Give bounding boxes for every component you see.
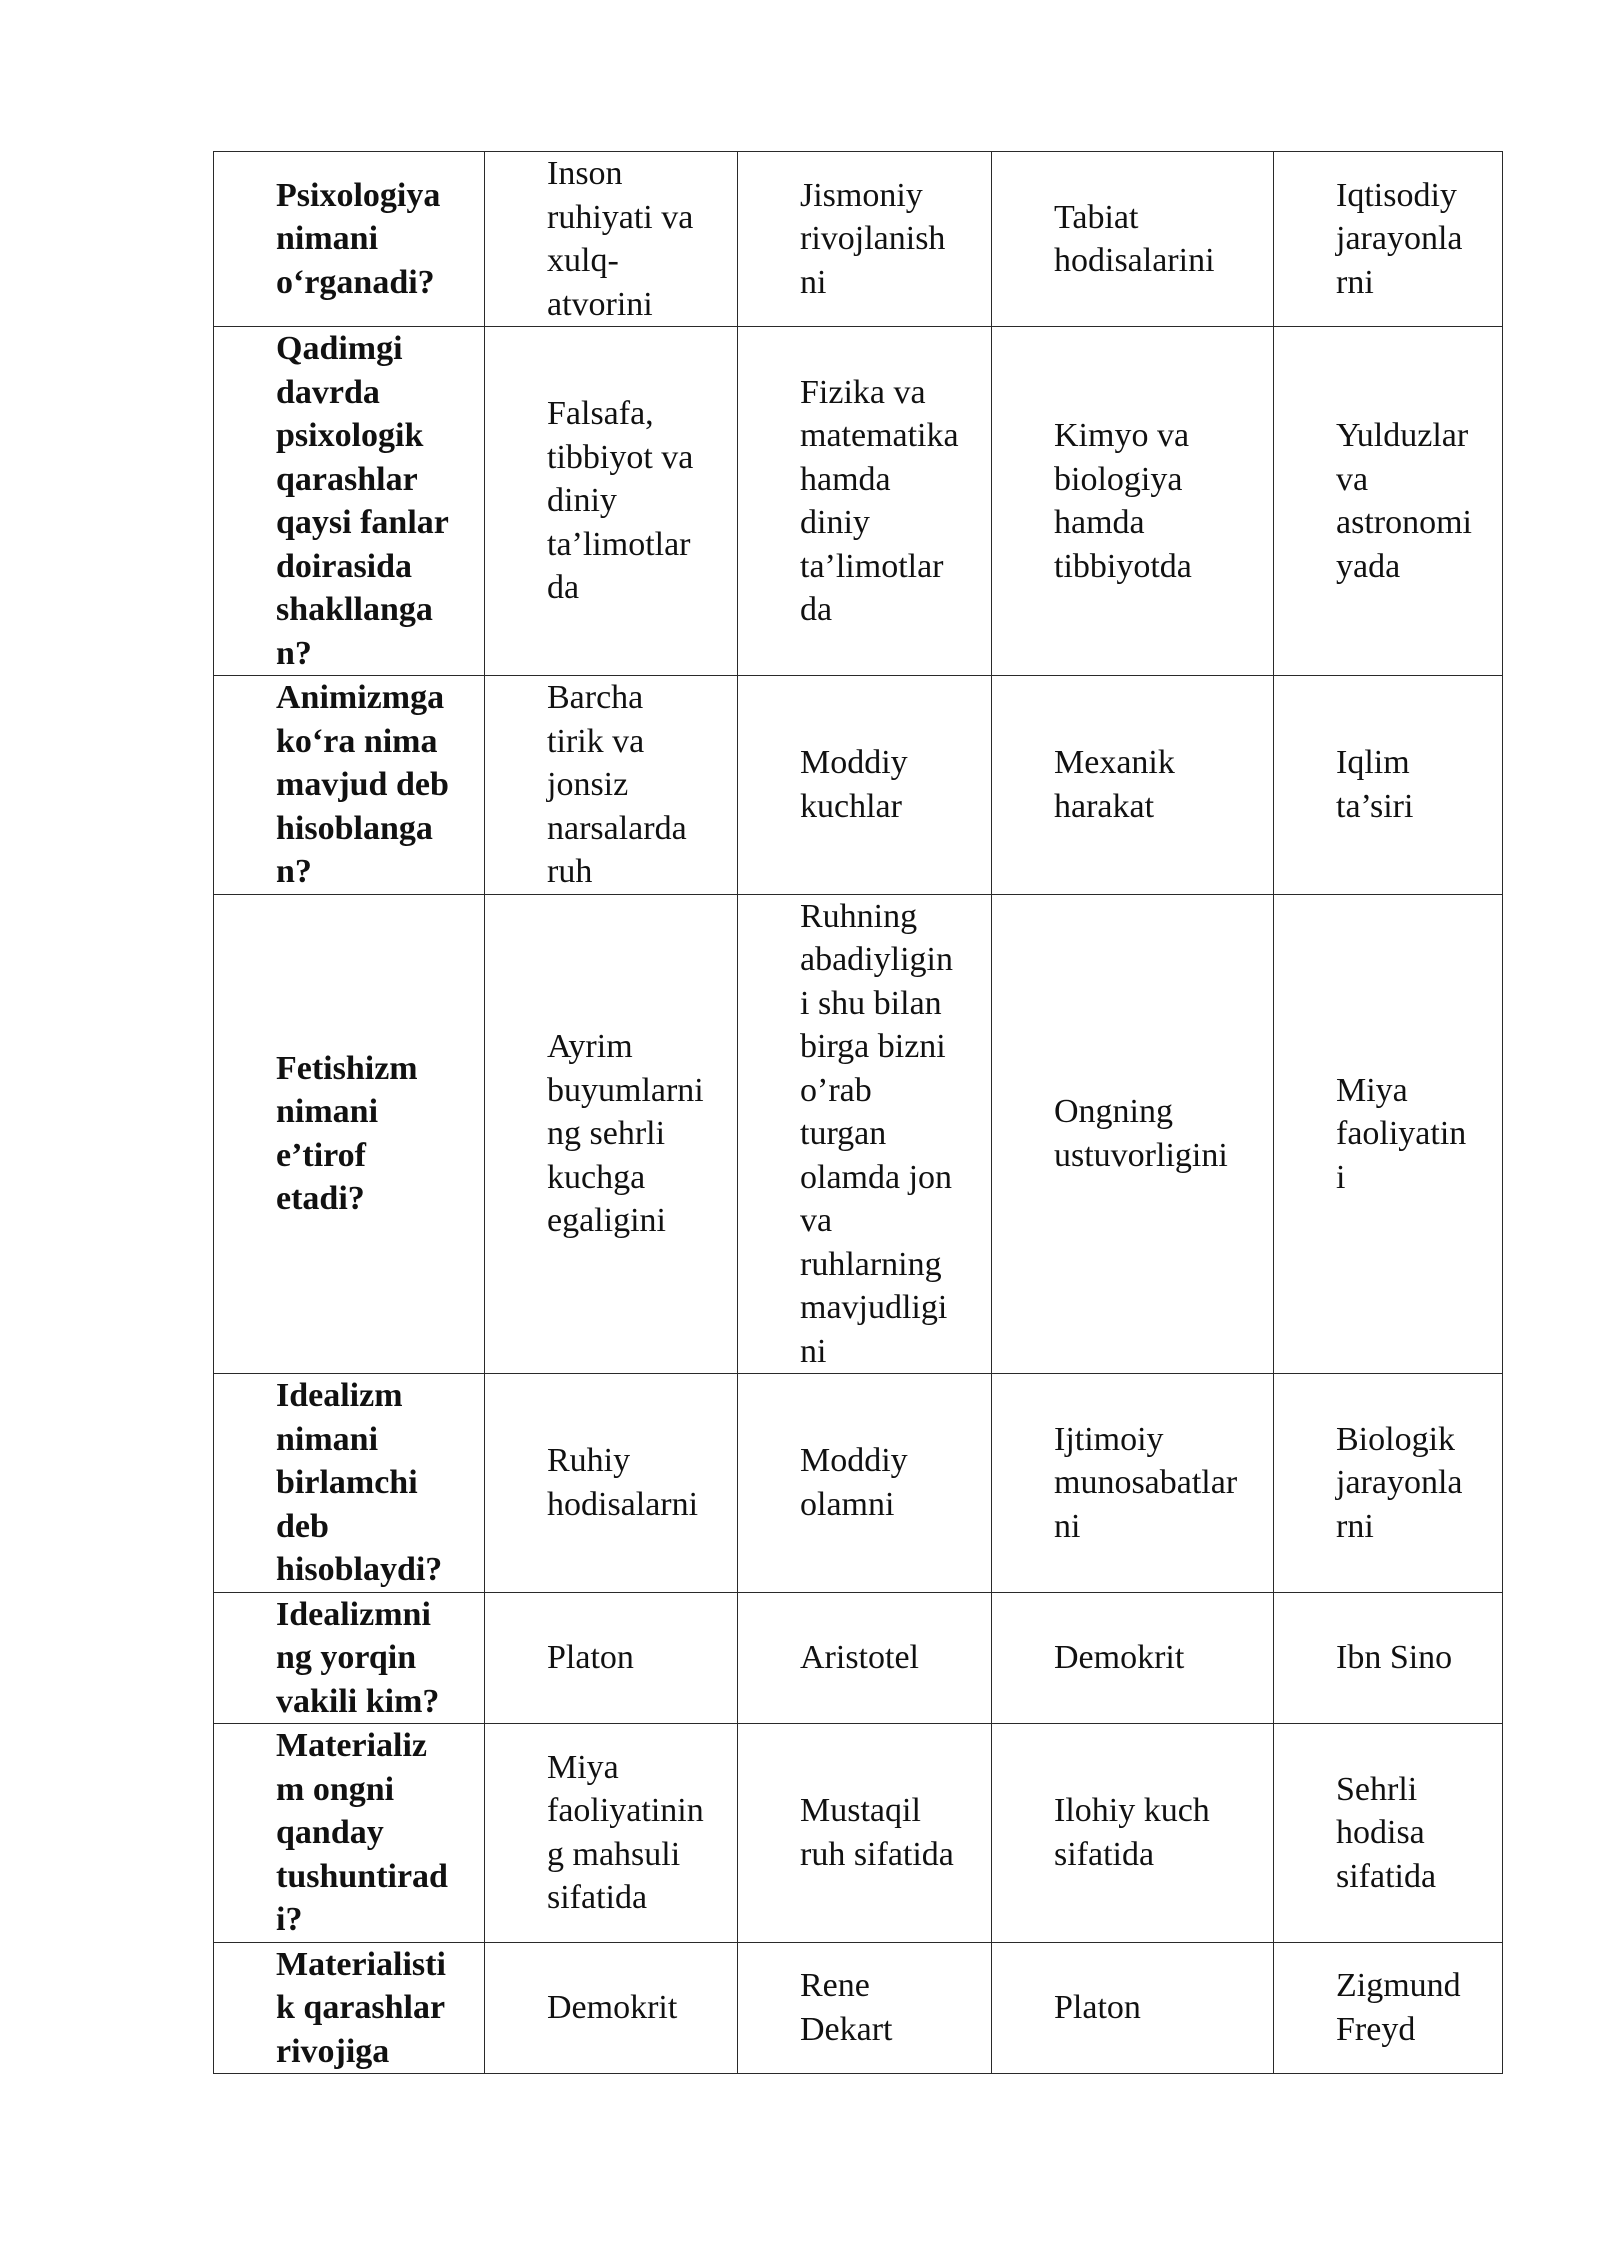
option-cell: Ilohiy kuch sifatida bbox=[992, 1724, 1274, 1943]
option-cell: Ayrim buyumlarni ng sehrli kuchga egaligini bbox=[485, 894, 738, 1374]
quiz-table bbox=[213, 151, 1503, 2074]
option-cell: Demokrit bbox=[485, 1942, 738, 2074]
question-cell: Materialisti k qarashlar rivojiga bbox=[214, 1942, 485, 2074]
question-cell: Idealizmni ng yorqin vakili kim? bbox=[214, 1592, 485, 1724]
option-cell: Aristotel bbox=[738, 1592, 992, 1724]
option-cell: Falsafa, tibbiyot va diniy ta’limotlar da bbox=[485, 327, 738, 676]
option-cell: Fizika va matematika hamda diniy ta’limotlar da bbox=[738, 327, 992, 676]
option-cell: Mustaqil ruh sifatida bbox=[738, 1724, 992, 1943]
table-row bbox=[214, 1942, 1503, 2074]
option-cell: Ruhiy hodisalarni bbox=[485, 1374, 738, 1593]
option-cell: Mexanik harakat bbox=[992, 676, 1274, 895]
option-cell: Barcha tirik va jonsiz narsalarda ruh bbox=[485, 676, 738, 895]
option-cell: Miya faoliyatin i bbox=[1274, 894, 1503, 1374]
question-cell: Psixologiya nimani o‘rganadi? bbox=[214, 152, 485, 327]
table-row bbox=[214, 1724, 1503, 1943]
option-cell: Moddiy kuchlar bbox=[738, 676, 992, 895]
option-cell: Jismoniy rivojlanish ni bbox=[738, 152, 992, 327]
option-cell: Sehrli hodisa sifatida bbox=[1274, 1724, 1503, 1943]
table-row bbox=[214, 894, 1503, 1374]
option-cell: Tabiat hodisalarini bbox=[992, 152, 1274, 327]
option-cell: Platon bbox=[485, 1592, 738, 1724]
table-row bbox=[214, 1592, 1503, 1724]
question-cell: Materializ m ongni qanday tushuntirad i? bbox=[214, 1724, 485, 1943]
table-row bbox=[214, 152, 1503, 327]
option-cell: Demokrit bbox=[992, 1592, 1274, 1724]
option-cell: Miya faoliyatinin g mahsuli sifatida bbox=[485, 1724, 738, 1943]
option-cell: Kimyo va biologiya hamda tibbiyotda bbox=[992, 327, 1274, 676]
table-row bbox=[214, 676, 1503, 895]
question-cell: Animizmga ko‘ra nima mavjud deb hisoblanga n? bbox=[214, 676, 485, 895]
option-cell: Rene Dekart bbox=[738, 1942, 992, 2074]
option-cell: Ibn Sino bbox=[1274, 1592, 1503, 1724]
option-cell: Inson ruhiyati va xulq- atvorini bbox=[485, 152, 738, 327]
option-cell: Zigmund Freyd bbox=[1274, 1942, 1503, 2074]
option-cell: Moddiy olamni bbox=[738, 1374, 992, 1593]
question-cell: Qadimgi davrda psixologik qarashlar qaysi fanlar doirasida shakllanga n? bbox=[214, 327, 485, 676]
option-cell: Ijtimoiy munosabatlar ni bbox=[992, 1374, 1274, 1593]
option-cell: Iqtisodiy jarayonla rni bbox=[1274, 152, 1503, 327]
option-cell: Yulduzlar va astronomi yada bbox=[1274, 327, 1503, 676]
question-cell: Idealizm nimani birlamchi deb hisoblaydi? bbox=[214, 1374, 485, 1593]
table-row bbox=[214, 1374, 1503, 1593]
option-cell: Platon bbox=[992, 1942, 1274, 2074]
option-cell: Biologik jarayonla rni bbox=[1274, 1374, 1503, 1593]
option-cell: Ruhning abadiyligin i shu bilan birga bizni o’rab turgan olamda jon va ruhlarning mavjudligi ni bbox=[738, 894, 992, 1374]
option-cell: Iqlim ta’siri bbox=[1274, 676, 1503, 895]
option-cell: Ongning ustuvorligini bbox=[992, 894, 1274, 1374]
table-row bbox=[214, 327, 1503, 676]
question-cell: Fetishizm nimani e’tirof etadi? bbox=[214, 894, 485, 1374]
